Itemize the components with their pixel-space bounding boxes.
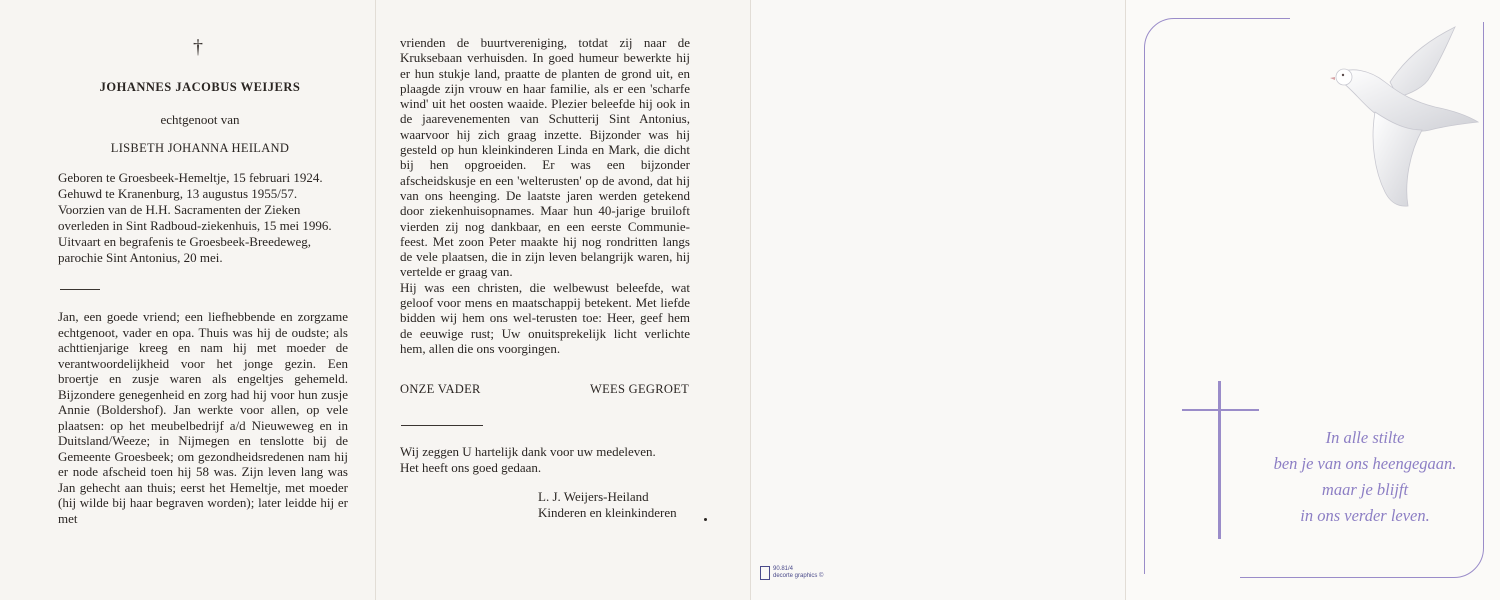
biography-paragraph: Hij was een christen, die welbewust beleefde, wat geloof voor mens en maatschappij betekent. Met liefde bidden wij hem ons wel-terusten toe: Heer, geef hem de eeuwige rust; Uw onuitsprekelijk licht verlichte hem, allen die ons voorgingen. <box>400 279 690 356</box>
logo-mark-icon <box>760 566 770 580</box>
memorial-poem <box>1260 425 1470 529</box>
fold-line <box>750 0 751 600</box>
signature-line: Kinderen en kleinkinderen <box>538 505 677 520</box>
divider <box>60 289 100 290</box>
spouse-of-label: echtgenoot van <box>160 112 240 127</box>
fact-line: Voorzien van de H.H. Sacramenten der Zieken <box>58 202 301 217</box>
life-facts <box>58 170 360 266</box>
poem-line: In alle stilte <box>1325 428 1405 447</box>
spouse-name: LISBETH JOHANNA HEILAND <box>110 141 290 155</box>
deceased-name: JOHANNES JACOBUS WEIJERS <box>99 80 301 94</box>
biography-part-2 <box>400 35 690 356</box>
fold-line <box>1125 0 1126 600</box>
signature-line: L. J. Weijers-Heiland <box>538 489 649 504</box>
panel-center-right <box>751 0 1125 600</box>
poem-line: ben je van ons heengegaan. <box>1273 454 1457 473</box>
cross-icon: † <box>193 36 203 58</box>
fact-line: parochie Sint Antonius, 20 mei. <box>58 250 223 265</box>
cross-horizontal <box>1182 409 1259 411</box>
poem-line: maar je blijft <box>1321 480 1409 499</box>
logo-code: 90.81/4 <box>773 566 794 572</box>
printer-logo <box>760 566 823 580</box>
fact-line: Uitvaart en begrafenis te Groesbeek-Breedeweg, <box>58 234 312 249</box>
logo-brand: decorte graphics © <box>773 573 824 579</box>
prayer-hail-mary: WEES GEGROET <box>590 382 690 396</box>
dove-icon <box>1330 22 1480 212</box>
prayer-our-father: ONZE VADER <box>400 382 481 396</box>
poem-line: in ons verder leven. <box>1300 506 1430 525</box>
signature <box>538 489 677 521</box>
thanks-line: Wij zeggen U hartelijk dank voor uw medeleven. <box>400 444 656 459</box>
divider <box>401 425 483 426</box>
thanks-line: Het heeft ons goed gedaan. <box>400 460 542 475</box>
fact-line: Gehuwd te Kranenburg, 13 augustus 1955/57. <box>58 186 298 201</box>
biography-part-1: Jan, een goede vriend; een liefhebbende en zorgzame echtgenoot, vader en opa. Thuis was hij de oudste; als achttienjarige kreeg en nam hij met moeder de verantwoordelijkheid voor het jonge gezin. Een broertje en zusje waren als engeltjes gehemeld. Bijzondere genegenheid en zorg had hij voor hun zusje Annie (Boldershof). Jan werkte voor allen, op vele plaatsen: op het meubelbedrijf a/d Nieuweweg en in Duitsland/Weeze; in Nijmegen en tenslotte bij de Gemeente Groesbeek; om gezondheidsredenen nam hij er node afscheid toen hij 58 was. Zijn leven lang was Jan gehecht aan thuis; eerst het Hemeltje, met moeder (hij wilde bij haar begraven worden); later leidde hij er met <box>58 309 348 526</box>
fact-line: overleden in Sint Radboud-ziekenhuis, 15 mei 1996. <box>58 218 332 233</box>
cross-vertical <box>1218 381 1221 539</box>
thank-you-text <box>400 444 700 476</box>
biography-paragraph: vrienden de buurtvereniging, totdat zij naar de Kruksebaan verhuisden. In goed humeur bewerkte hij er hun stukje land, praatte de planten de grond uit, en plaagde zijn vrouw en haar familie, als er een 'scharfe wind' uit het oosten waaide. Plezier beleefde hij ook in de jaarevenementen van Schutterij Sint Antonius, waarvoor hij zich graag inzette. Bijzonder was hij gesteld op hun kleinkinderen Linda en Mark, die dicht bij hen opgroeiden. Er was een bijzonder afscheidskusje en een 'welterusten' op de avond, dat hij van ons heenging. De laatste jaren werden getekend door ziekenhuisopnames. Maar hun 40-jarige bruiloft vierden zij nog dankbaar, en een eerste Communie-feest. Met zoon Peter maakte hij nog rondritten langs de vele plaatsen, die in zijn leven belangrijk waren, hij vertelde er graag van. <box>400 35 690 280</box>
ink-dot <box>704 518 707 521</box>
fact-line: Geboren te Groesbeek-Hemeltje, 15 februari 1924. <box>58 170 323 185</box>
